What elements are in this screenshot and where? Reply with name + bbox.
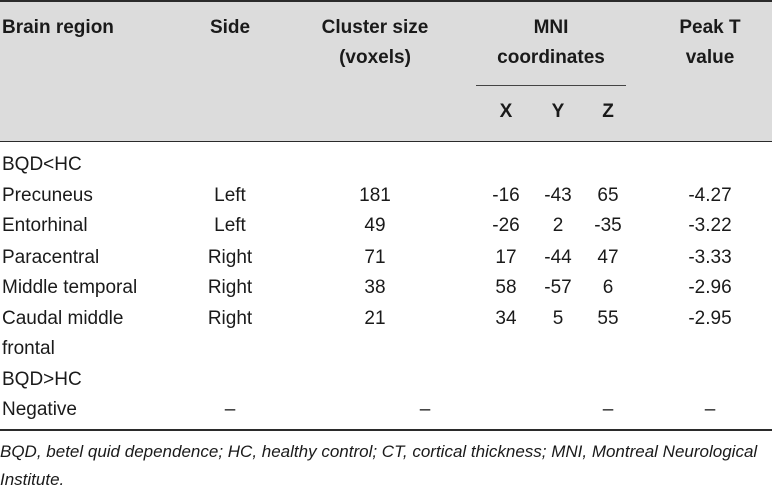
header-cluster-size: Cluster size — [321, 17, 429, 38]
cell-side: Right — [207, 277, 253, 298]
cell-side: Right — [207, 308, 253, 329]
header-z: Z — [602, 101, 614, 122]
cell-cluster-size: 21 — [364, 308, 386, 329]
cell-x: -26 — [492, 215, 520, 236]
cell-x: 17 — [495, 247, 517, 268]
cell-region: Entorhinal — [2, 215, 88, 236]
cell-x: 58 — [495, 277, 517, 298]
cell-cluster-size: 181 — [359, 185, 391, 206]
header-x: X — [499, 101, 513, 122]
table-footnote: BQD, betel quid dependence; HC, healthy control; CT, cortical thickness; MNI, Montreal Neurological Institute. — [0, 442, 758, 489]
mni-underline — [476, 85, 626, 86]
group-label: BQD>HC — [2, 369, 82, 390]
header-peak-t: Peak T — [679, 17, 741, 38]
top-rule — [0, 0, 772, 2]
cell-z: – — [602, 399, 614, 420]
cell-region: Caudal middle — [2, 308, 124, 329]
cell-y: -44 — [544, 247, 572, 268]
cell-peak-t: – — [704, 399, 716, 420]
cell-z: 65 — [597, 185, 619, 206]
cell-cluster-size: 38 — [364, 277, 386, 298]
cell-z: 55 — [597, 308, 619, 329]
cell-peak-t: -3.22 — [688, 215, 732, 236]
cell-region: Paracentral — [2, 247, 100, 268]
cell-region: Precuneus — [2, 185, 93, 206]
cell-side: Left — [214, 185, 246, 206]
cell-region: Middle temporal — [2, 277, 138, 298]
cell-cluster-size: 71 — [364, 247, 386, 268]
header-brain-region: Brain region — [2, 17, 114, 38]
cell-z: 6 — [602, 277, 614, 298]
cell-z: -35 — [594, 215, 622, 236]
header-peak-value: value — [685, 47, 735, 68]
cell-peak-t: -3.33 — [688, 247, 732, 268]
group-label: BQD<HC — [2, 154, 82, 175]
cell-cluster-size: 49 — [364, 215, 386, 236]
cell-side: Right — [207, 247, 253, 268]
cell-y: -43 — [544, 185, 572, 206]
cell-x: -16 — [492, 185, 520, 206]
cell-cluster-size: – — [419, 399, 431, 420]
cell-peak-t: -4.27 — [688, 185, 732, 206]
cell-peak-t: -2.96 — [688, 277, 732, 298]
cell-side: Left — [214, 215, 246, 236]
bottom-rule — [0, 429, 772, 431]
header-cluster-unit: (voxels) — [339, 47, 411, 68]
cell-region: Negative — [2, 399, 77, 420]
cell-side: – — [224, 399, 236, 420]
header-mni: MNI — [533, 17, 569, 38]
cell-peak-t: -2.95 — [688, 308, 732, 329]
header-side: Side — [209, 17, 251, 38]
cell-y: 5 — [552, 308, 564, 329]
cell-z: 47 — [597, 247, 619, 268]
header-y: Y — [551, 101, 565, 122]
cell-x: 34 — [495, 308, 517, 329]
header-rule — [0, 141, 772, 142]
cell-y: 2 — [552, 215, 564, 236]
cell-region-continued: frontal — [2, 338, 55, 359]
cell-y: -57 — [544, 277, 572, 298]
header-coordinates: coordinates — [497, 47, 605, 68]
